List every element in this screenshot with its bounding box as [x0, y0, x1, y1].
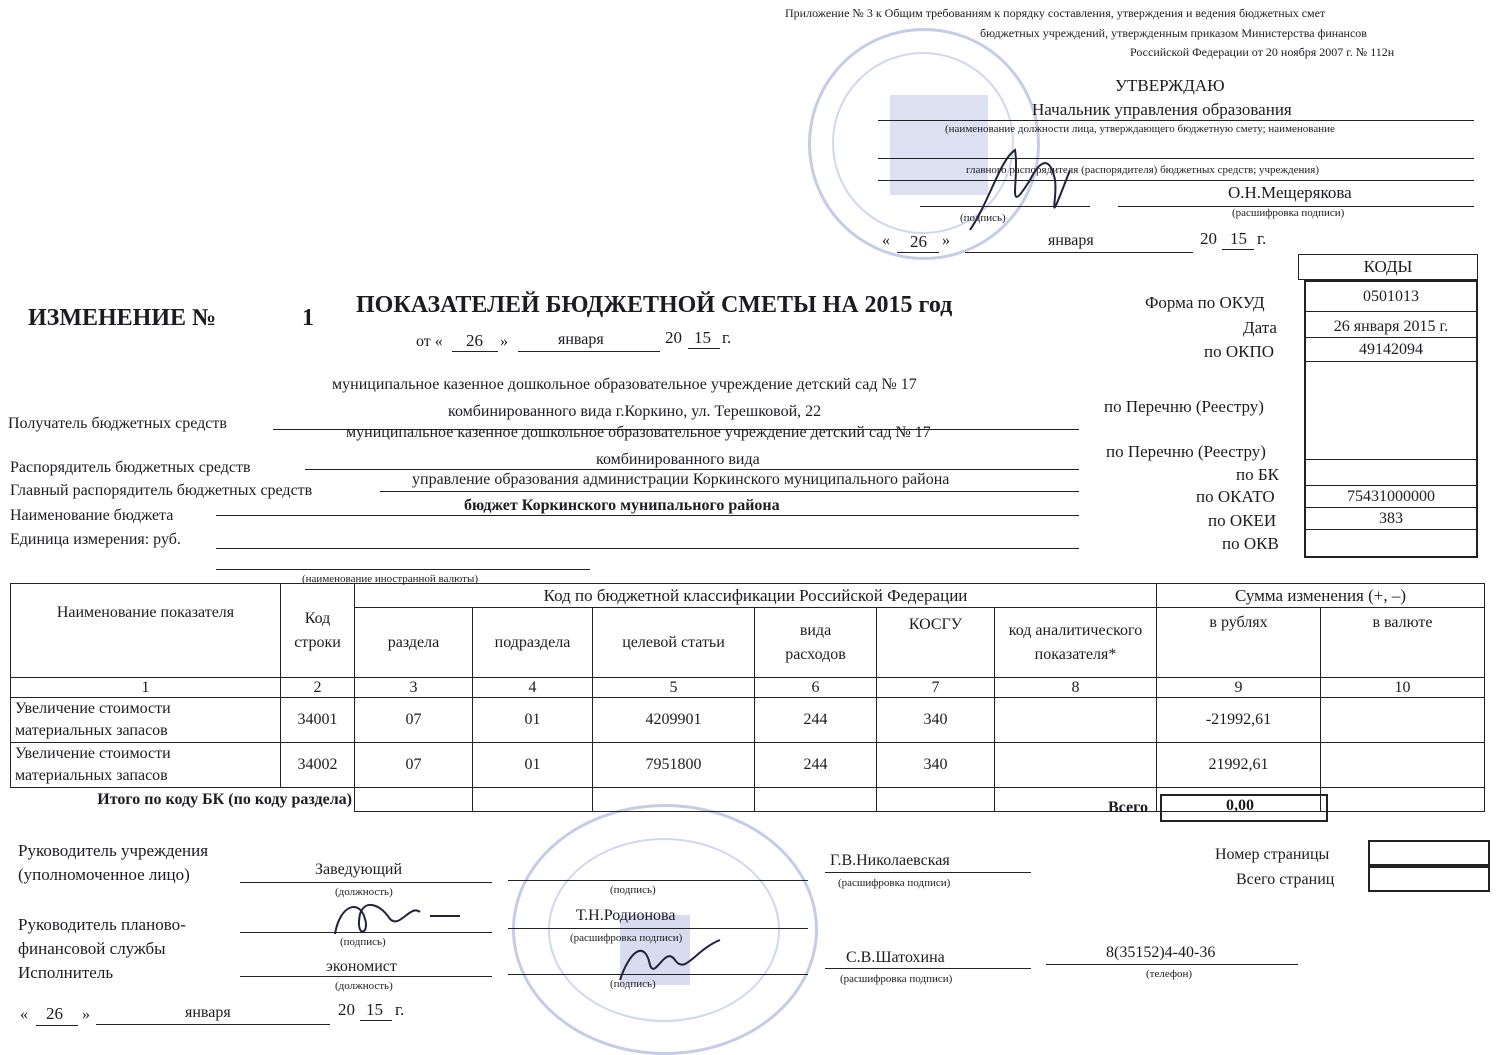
approver-position-hint: (наименование должности лица, утверждающего бюджетную смету; наименование: [945, 123, 1335, 135]
budget-value: бюджет Коркинского мунипального района: [464, 497, 780, 514]
executor-signature-hint: (подпись): [610, 978, 656, 990]
approve-date-month: января: [1048, 232, 1094, 249]
row1-currency: [1321, 698, 1485, 743]
total-subsection: [473, 788, 593, 812]
label-okei: по ОКЕИ: [1208, 511, 1277, 530]
doc-date-prefix: от «: [416, 333, 443, 350]
doc-date-year-prefix: 20: [665, 328, 682, 347]
sign-date-year: 15: [366, 1000, 383, 1019]
manager-label: Распорядитель бюджетных средств: [10, 459, 251, 476]
code-okei: 383: [1306, 508, 1476, 530]
main-manager-label: Главный распорядитель бюджетных средств: [10, 482, 313, 499]
col-number-4: 4: [473, 678, 593, 698]
approve-date-year: 15: [1230, 229, 1247, 248]
head-label-2: (уполномоченное лицо): [18, 865, 190, 884]
total-by-bk-label: Итого по коду БК (по коду раздела): [97, 790, 352, 808]
codes-box: [1298, 254, 1478, 280]
sign-date-open: «: [20, 1006, 28, 1023]
col-number-8: 8: [995, 678, 1157, 698]
row2-section: 07: [355, 743, 473, 788]
head-label-1: Руководитель учреждения: [18, 841, 209, 860]
row1-analytic: [995, 698, 1157, 743]
grand-total-label: Всего: [1108, 799, 1148, 816]
row1-expense: 244: [755, 698, 877, 743]
sign-date-day: 26: [46, 1004, 63, 1023]
col-number-1: 1: [11, 678, 281, 698]
doc-date-year-suffix: г.: [722, 328, 732, 347]
recipient-value-line1: муниципальное казенное дошкольное образовательное учреждение детский сад № 17: [332, 376, 917, 393]
approve-date-year-suffix: г.: [1257, 229, 1267, 248]
doc-date-close: »: [500, 333, 508, 350]
code-bk: [1306, 460, 1476, 486]
doc-title: ПОКАЗАТЕЛЕЙ БЮДЖЕТНОЙ СМЕТЫ НА 2015 год: [356, 292, 953, 318]
label-okv: по ОКВ: [1222, 534, 1279, 553]
approver-name: О.Н.Мещерякова: [1228, 183, 1352, 202]
sign-date-close: »: [82, 1006, 90, 1023]
label-date: Дата: [1243, 318, 1277, 337]
appendix-line-2: бюджетных учреждений, утвержденным приказом Министерства финансов: [980, 26, 1367, 40]
header-code: [281, 584, 355, 678]
approve-date-open: «: [882, 232, 890, 249]
head-name-hint: (расшифровка подписи): [838, 877, 951, 889]
main-manager-value: управление образования администрации Коркинского муниципального района: [412, 471, 950, 488]
approve-date-day: 26: [910, 232, 927, 251]
header-name: [11, 584, 281, 678]
approver-org-hint: главного распорядителя (распорядителя) бюджетных средств; учреждения): [966, 164, 1320, 176]
label-bk: по БК: [1236, 465, 1279, 484]
label-registry-2: по Перечню (Реестру): [1106, 442, 1266, 461]
code-okpo: 49142094: [1306, 338, 1476, 362]
col-number-2: 2: [281, 678, 355, 698]
executor-name-hint: (расшифровка подписи): [840, 973, 953, 985]
manager-value-line2: комбинированного вида: [596, 451, 760, 468]
header-name-text: Наименование показателя: [56, 604, 235, 621]
label-okud: Форма по ОКУД: [1145, 293, 1265, 312]
approve-date-close: »: [942, 232, 950, 249]
fin-signature: [320, 894, 470, 944]
col-number-7: 7: [877, 678, 995, 698]
row2-expense: 244: [755, 743, 877, 788]
col-number-9: 9: [1157, 678, 1321, 698]
row1-name-line2: материальных запасов: [15, 722, 168, 739]
head-position-hint: (должность): [335, 886, 393, 898]
code-okato: 75431000000: [1306, 486, 1476, 508]
header-expense-text-1: вида: [799, 621, 832, 639]
table-row: [11, 743, 1485, 788]
approver-position: Начальник управления образования: [1032, 100, 1292, 119]
col-number-10: 10: [1321, 678, 1485, 698]
doc-date-month: января: [558, 331, 604, 348]
change-label: ИЗМЕНЕНИЕ №: [28, 305, 217, 331]
fin-label-2: финансовой службы: [18, 939, 166, 958]
change-number: 1: [302, 305, 314, 331]
code-registry1: [1306, 362, 1476, 460]
codes-column: [1304, 280, 1478, 558]
head-signature-hint: (подпись): [610, 884, 656, 896]
code-okv: [1306, 530, 1476, 556]
fin-label-1: Руководитель планово-: [18, 915, 186, 934]
header-analytic-text-2: показателя*: [1034, 645, 1117, 663]
page-number-label: Номер страницы: [1215, 846, 1330, 863]
row2-currency: [1321, 743, 1485, 788]
manager-value-line1: муниципальное казенное дошкольное образовательное учреждение детский сад № 17: [346, 424, 931, 441]
header-section: раздела: [355, 608, 473, 678]
row1-section: 07: [355, 698, 473, 743]
header-code-text-2: строки: [294, 633, 341, 651]
row1-name: [11, 698, 281, 743]
row2-target: 7951800: [593, 743, 755, 788]
header-expense-text-2: расходов: [785, 645, 846, 663]
sign-date-year-suffix: г.: [395, 1000, 405, 1019]
executor-label: Исполнитель: [18, 963, 114, 982]
total-pages-label: Всего страниц: [1236, 871, 1335, 888]
col-number-3: 3: [355, 678, 473, 698]
header-currency: в валюте: [1321, 608, 1485, 678]
label-okato: по ОКАТО: [1196, 487, 1275, 506]
total-currency: [1321, 788, 1485, 812]
row2-kosgu: 340: [877, 743, 995, 788]
fin-signature-hint: (подпись): [340, 936, 386, 948]
header-expense: [755, 608, 877, 678]
row2-subsection: 01: [473, 743, 593, 788]
executor-phone: 8(35152)4-40-36: [1106, 944, 1216, 961]
col-number-5: 5: [593, 678, 755, 698]
header-target: целевой статьи: [593, 608, 755, 678]
recipient-value-line2: комбинированного вида г.Коркино, ул. Терешковой, 22: [448, 403, 822, 420]
executor-position-hint: (должность): [335, 980, 393, 992]
code-okud: 0501013: [1306, 282, 1476, 312]
sign-date-year-prefix: 20: [338, 1000, 355, 1019]
head-position: Заведующий: [315, 861, 403, 878]
head-name: Г.В.Николаевская: [830, 852, 950, 869]
page-number-box: [1368, 840, 1490, 866]
total-pages-box: [1368, 866, 1490, 892]
header-classification: Код по бюджетной классификации Российской Федерации: [355, 584, 1157, 608]
approver-name-hint: (расшифровка подписи): [1232, 207, 1345, 219]
unit-label: Единица измерения: руб.: [10, 531, 181, 548]
total-target: [593, 788, 755, 812]
col-number-6: 6: [755, 678, 877, 698]
row1-target: 4209901: [593, 698, 755, 743]
row2-name-line1: Увеличение стоимости: [15, 745, 171, 762]
grand-total-value: 0,00: [1226, 797, 1254, 814]
sign-date-month: января: [185, 1004, 231, 1021]
row2-name: [11, 743, 281, 788]
code-date: 26 января 2015 г.: [1306, 312, 1476, 338]
executor-name: С.В.Шатохина: [846, 949, 945, 966]
header-analytic-text-1: код аналитического: [1008, 621, 1143, 639]
budget-table: [10, 583, 1485, 812]
row2-analytic: [995, 743, 1157, 788]
currency-hint: (наименование иностранной валюты): [302, 573, 478, 585]
doc-date-day: 26: [466, 331, 483, 350]
total-kosgu: [877, 788, 995, 812]
appendix-line-1: Приложение № 3 к Общим требованиям к порядку составления, утверждения и ведения бюджетных смет: [785, 6, 1326, 20]
label-registry-1: по Перечню (Реестру): [1104, 397, 1264, 416]
fin-name-hint: (расшифровка подписи): [570, 932, 683, 944]
recipient-label: Получатель бюджетных средств: [8, 415, 227, 432]
row1-subsection: 01: [473, 698, 593, 743]
approver-signature-hint: (подпись): [960, 212, 1006, 224]
row1-name-line1: Увеличение стоимости: [15, 700, 171, 717]
row1-rub: -21992,61: [1157, 698, 1321, 743]
codes-header: КОДЫ: [1298, 254, 1478, 280]
total-expense: [755, 788, 877, 812]
header-subsection: подраздела: [473, 608, 593, 678]
table-row: [11, 698, 1485, 743]
executor-position: экономист: [326, 958, 397, 975]
approve-title: УТВЕРЖДАЮ: [1115, 76, 1225, 95]
appendix-line-3: Российской Федерации от 20 ноября 2007 г. № 112н: [1130, 45, 1395, 59]
row2-code: 34002: [281, 743, 355, 788]
doc-date-year: 15: [694, 328, 711, 347]
header-code-text-1: Код: [304, 609, 331, 627]
row2-rub: 21992,61: [1157, 743, 1321, 788]
header-rub: в рублях: [1157, 608, 1321, 678]
header-analytic: [995, 608, 1157, 678]
approver-signature: [960, 140, 1080, 240]
row1-code: 34001: [281, 698, 355, 743]
row2-name-line2: материальных запасов: [15, 767, 168, 784]
phone-hint: (телефон): [1146, 968, 1193, 980]
row1-kosgu: 340: [877, 698, 995, 743]
approve-date-year-prefix: 20: [1200, 229, 1217, 248]
label-okpo: по ОКПО: [1204, 342, 1275, 361]
budget-label: Наименование бюджета: [10, 507, 174, 524]
header-kosgu: КОСГУ: [877, 608, 995, 678]
total-section: [355, 788, 473, 812]
fin-name: Т.Н.Родионова: [576, 907, 676, 924]
header-sum: Сумма изменения (+, –): [1157, 584, 1485, 608]
